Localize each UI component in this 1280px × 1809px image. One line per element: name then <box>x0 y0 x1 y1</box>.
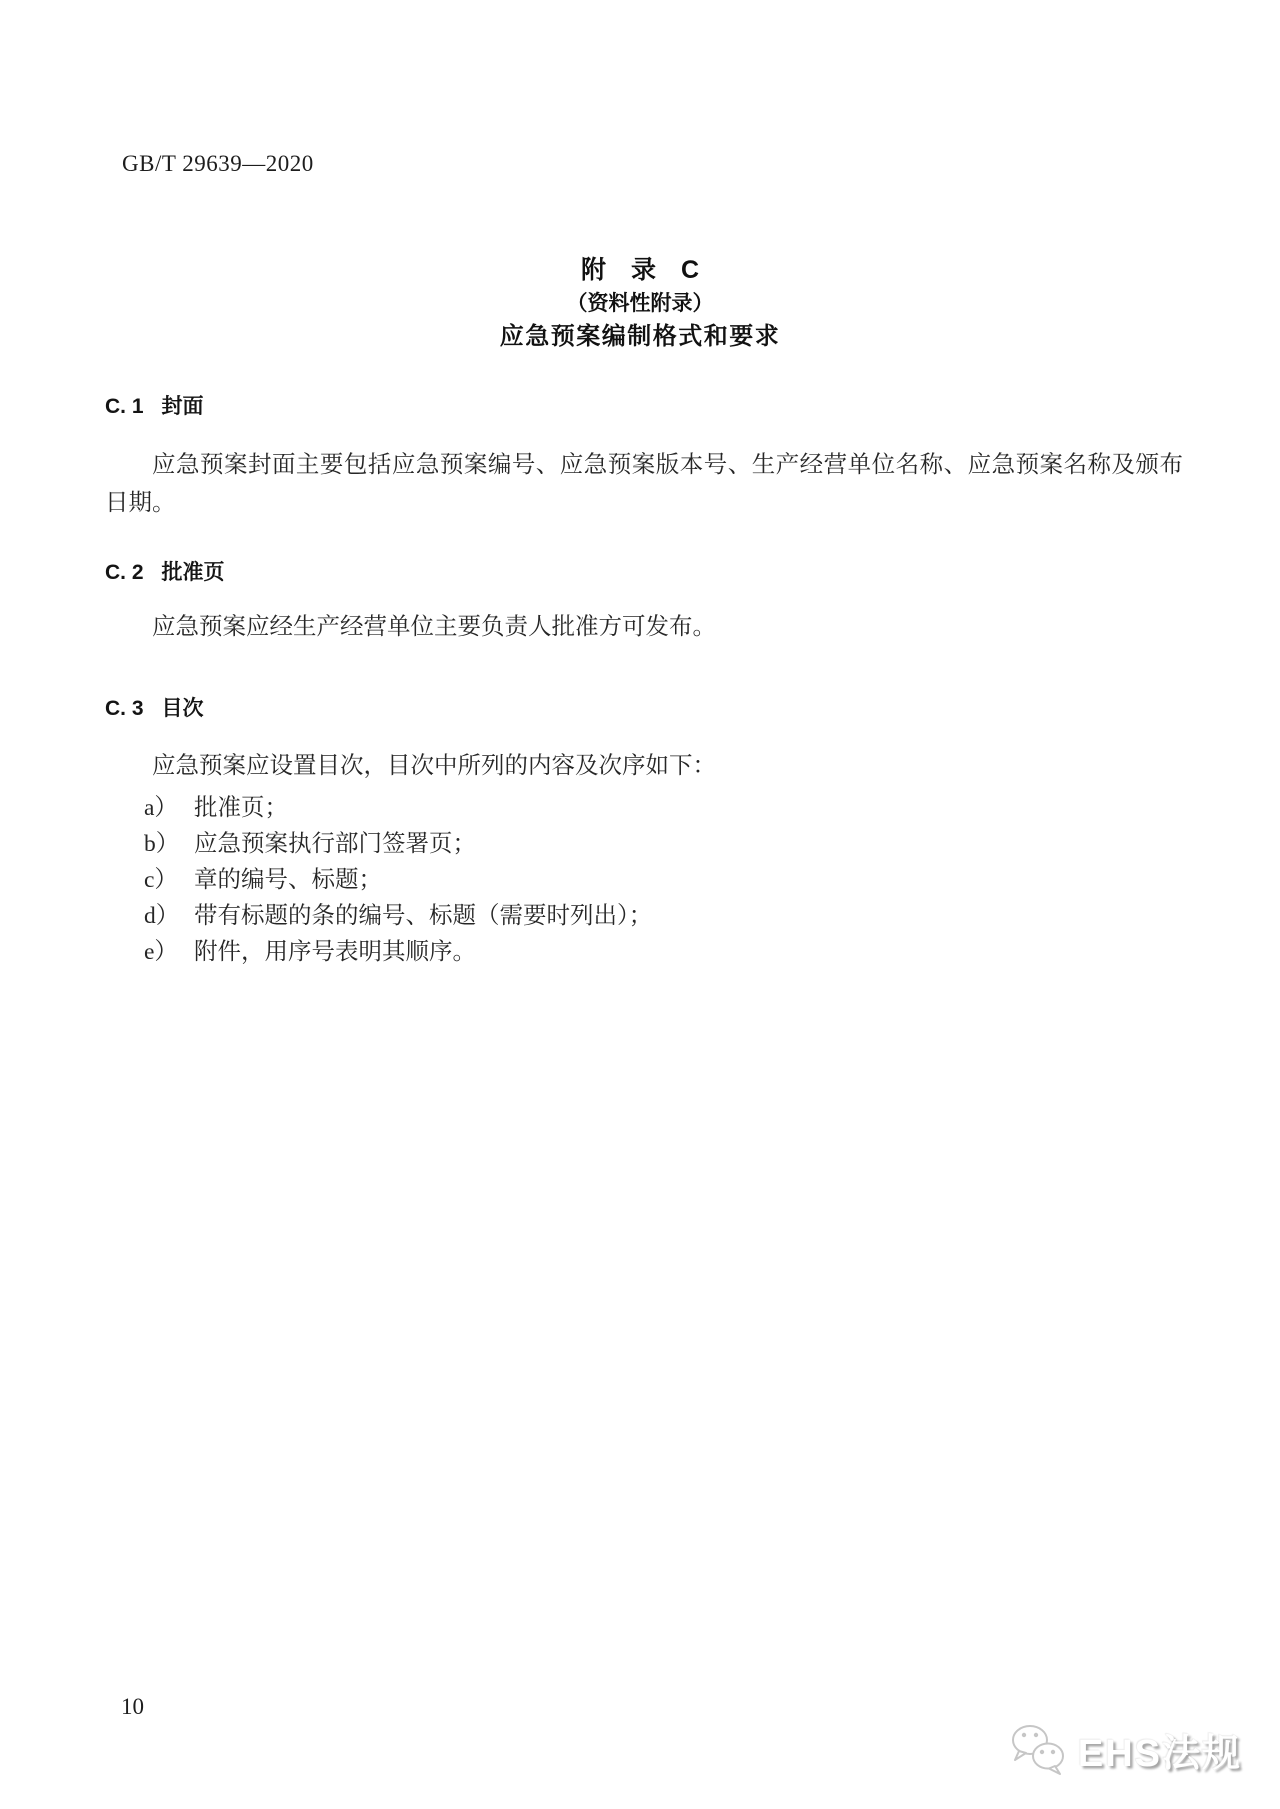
section-number: C. 3 <box>105 697 144 720</box>
standard-number: GB/T 29639—2020 <box>122 151 314 176</box>
section-heading-c2 <box>105 556 225 586</box>
section-c1-paragraph: 应急预案封面主要包括应急预案编号、应急预案版本号、生产经营单位名称、应急预案名称及颁布日期。 <box>105 452 1183 516</box>
watermark <box>1008 1722 1242 1777</box>
list-item-marker: d） <box>144 903 180 929</box>
section-heading-c1 <box>105 390 204 420</box>
list-item-text: 章的编号、标题； <box>194 867 382 893</box>
section-c3-paragraph: 应急预案应设置目次，目次中所列的内容及次序如下： <box>152 753 716 779</box>
appendix-title: 附 录 C <box>580 256 700 284</box>
section-title: 目次 <box>161 697 204 720</box>
section-heading-c3 <box>105 692 204 722</box>
list-item-marker: b） <box>144 831 180 857</box>
toc-item-list <box>144 790 652 970</box>
list-item-marker: c） <box>144 867 178 893</box>
list-item-marker: e） <box>144 939 178 965</box>
list-item <box>144 862 652 898</box>
list-item <box>144 790 652 826</box>
list-item-text: 附件，用序号表明其顺序。 <box>194 939 476 965</box>
list-item-text: 批准页； <box>194 795 288 821</box>
section-number: C. 1 <box>105 395 144 418</box>
wechat-icon <box>1008 1723 1068 1777</box>
list-item-text: 带有标题的条的编号、标题（需要时列出）； <box>194 903 653 929</box>
section-title: 封面 <box>161 395 204 418</box>
page-number: 10 <box>121 1694 144 1719</box>
section-title: 批准页 <box>161 561 225 584</box>
watermark-label: EHS法规 <box>1077 1733 1242 1775</box>
list-item-marker: a） <box>144 795 178 821</box>
section-number: C. 2 <box>105 561 144 584</box>
list-item-text: 应急预案执行部门签署页； <box>194 831 476 857</box>
appendix-subtitle: （资料性附录） <box>566 292 714 315</box>
section-c2-paragraph: 应急预案应经生产经营单位主要负责人批准方可发布。 <box>152 614 716 640</box>
list-item <box>144 898 652 934</box>
list-item <box>144 826 652 862</box>
appendix-heading: 应急预案编制格式和要求 <box>499 323 781 350</box>
list-item <box>144 934 652 970</box>
